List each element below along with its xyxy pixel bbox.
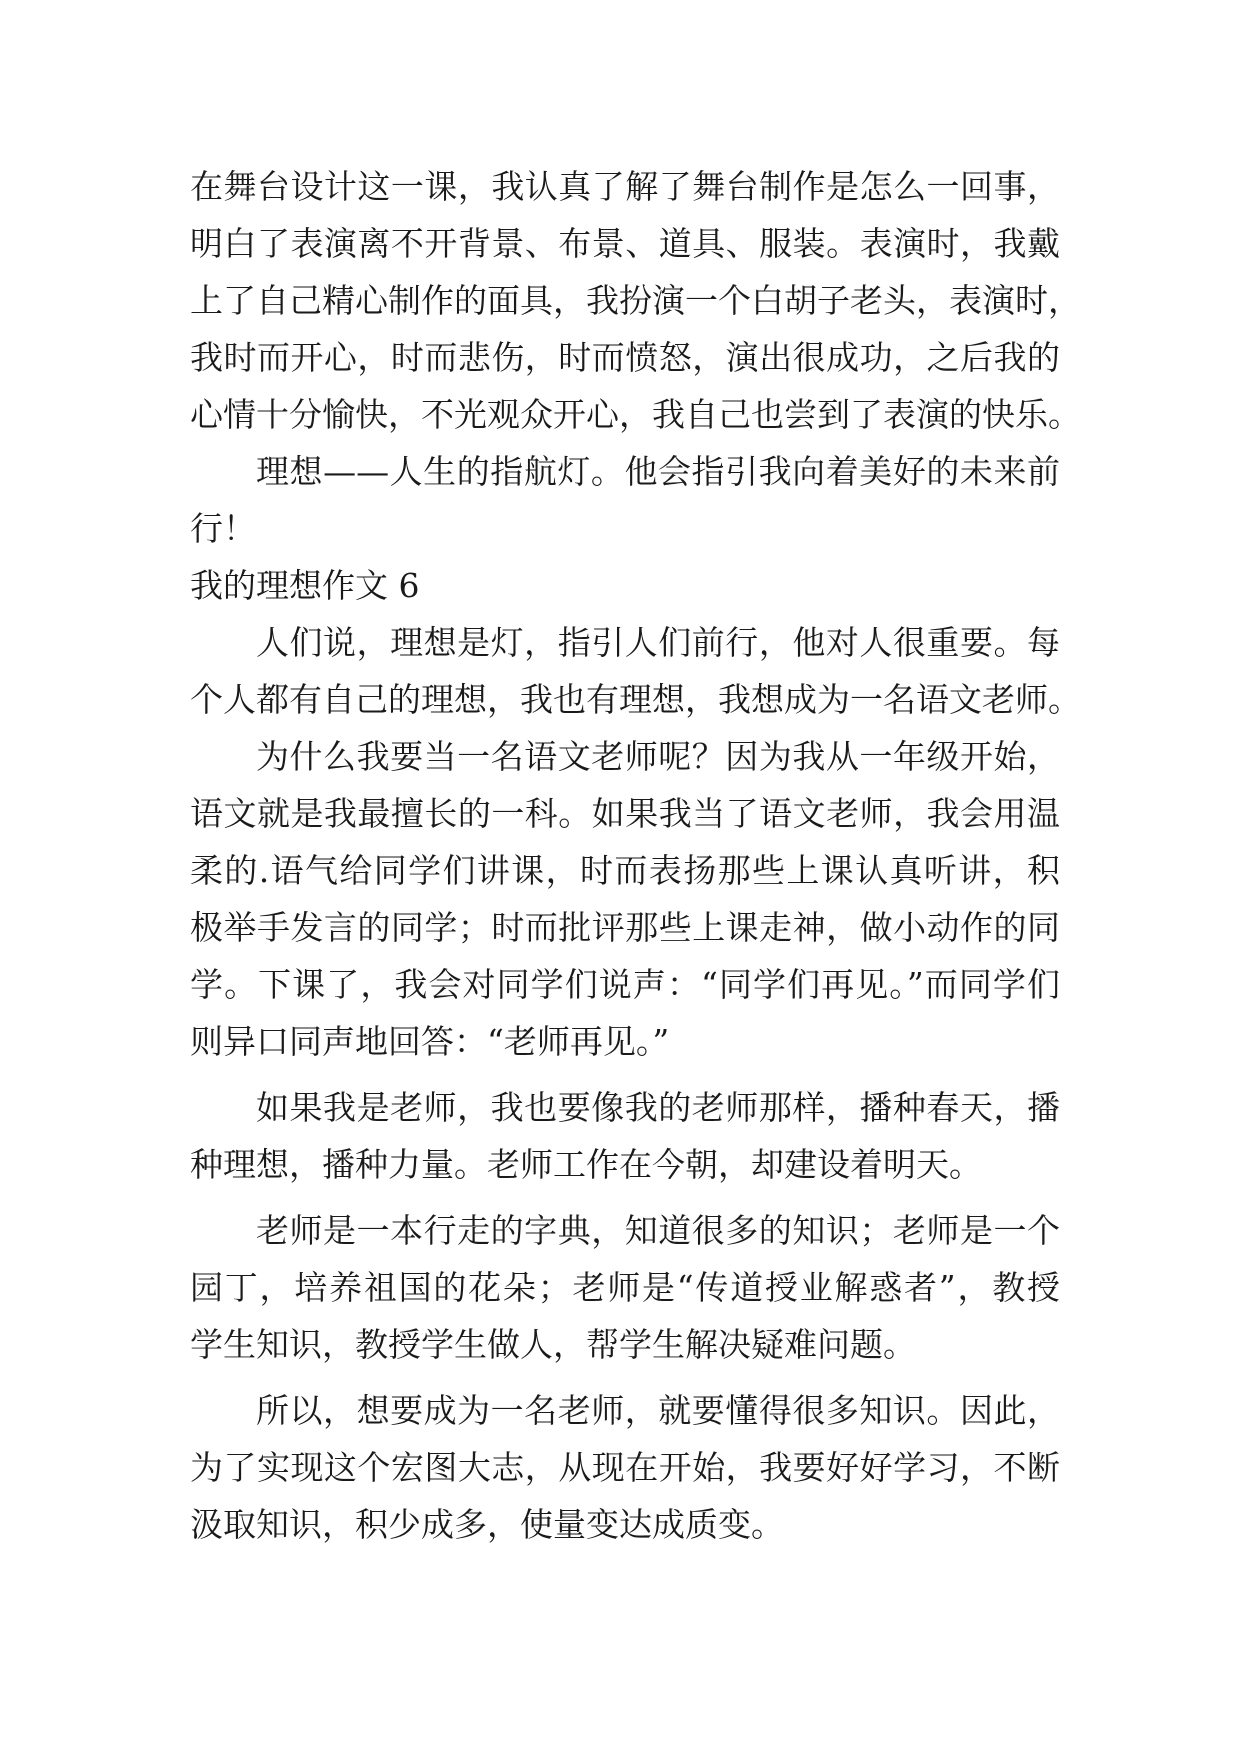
paragraph-conclusion <box>190 1382 1060 1553</box>
text-line: 汲取知识，积少成多，使量变达成质变。 <box>190 1505 784 1544</box>
text-line: 行！ <box>190 509 256 548</box>
text-line: 人们说，理想是灯，指引人们前行，他对人很重要。每 <box>256 623 1060 662</box>
text-line: 为什么我要当一名语文老师呢？因为我从一年级开始， <box>256 737 1060 776</box>
text-line: 极举手发言的同学；时而批评那些上课走神，做小动作的同 <box>190 908 1060 947</box>
text-line: 园丁，培养祖国的花朵；老师是“传道授业解惑者”，教授 <box>190 1268 1060 1307</box>
text-line: 如果我是老师，我也要像我的老师那样，播种春天，播 <box>256 1088 1060 1127</box>
text-line: 为了实现这个宏图大志，从现在开始，我要好好学习，不断 <box>190 1448 1060 1487</box>
text-line: 心情十分愉快，不光观众开心，我自己也尝到了表演的快乐。 <box>190 395 1081 434</box>
text-line: 在舞台设计这一课，我认真了解了舞台制作是怎么一回事， <box>190 167 1060 206</box>
text-line: 明白了表演离不开背景、布景、道具、服装。表演时，我戴 <box>190 224 1060 263</box>
paragraph-stage-design <box>190 158 1081 443</box>
paragraph-teacher-dictionary <box>190 1202 1060 1373</box>
text-line: 我时而开心，时而悲伤，时而愤怒，演出很成功，之后我的 <box>190 338 1060 377</box>
document-body <box>190 158 1081 1553</box>
section-heading <box>190 557 1060 614</box>
text-line: 柔的.语气给同学们讲课，时而表扬那些上课认真听讲，积 <box>190 851 1060 890</box>
text-line: 个人都有自己的理想，我也有理想，我想成为一名语文老师。 <box>190 680 1081 719</box>
text-line: 所以，想要成为一名老师，就要懂得很多知识。因此， <box>256 1391 1060 1430</box>
text-line: 种理想，播种力量。老师工作在今朝，却建设着明天。 <box>190 1145 982 1184</box>
text-line: 学生知识，教授学生做人，帮学生解决疑难问题。 <box>190 1325 916 1364</box>
paragraph-ideal-lamp <box>190 443 1060 557</box>
paragraph-sow-spring <box>190 1079 1060 1193</box>
essay-title: 我的理想作文 6 <box>190 566 420 605</box>
text-line: 则异口同声地回答：“老师再见。” <box>190 1022 670 1061</box>
text-line: 理想——人生的指航灯。他会指引我向着美好的未来前 <box>256 452 1060 491</box>
text-line: 学。下课了，我会对同学们说声：“同学们再见。”而同学们 <box>190 965 1060 1004</box>
text-line: 上了自己精心制作的面具，我扮演一个白胡子老头，表演时， <box>190 281 1081 320</box>
paragraph-why-teacher <box>190 728 1060 1070</box>
text-line: 老师是一本行走的字典，知道很多的知识；老师是一个 <box>256 1211 1060 1250</box>
text-line: 语文就是我最擅长的一科。如果我当了语文老师，我会用温 <box>190 794 1060 833</box>
paragraph-intro <box>190 614 1081 728</box>
